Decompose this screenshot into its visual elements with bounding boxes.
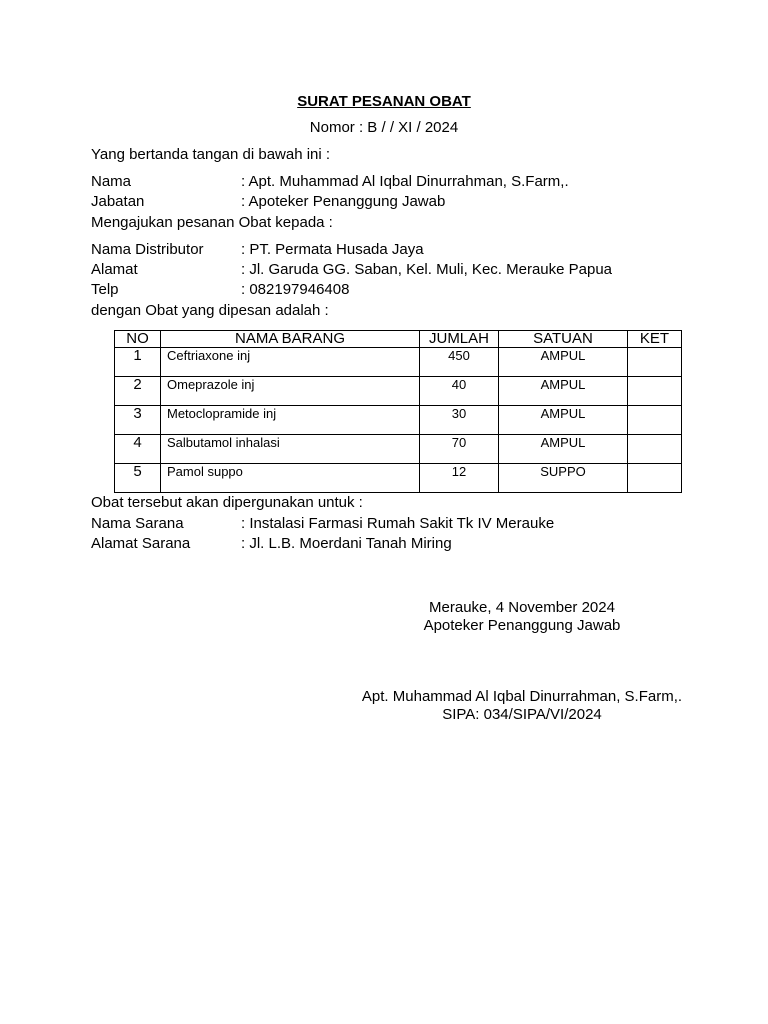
- cell-nama-barang: Omeprazole inj: [161, 377, 420, 406]
- penggunaan-intro: Obat tersebut akan dipergunakan untuk :: [91, 494, 363, 511]
- distributor-phone-label: Telp: [91, 281, 119, 298]
- sarana-name-label: Nama Sarana: [91, 515, 184, 532]
- cell-no: 3: [115, 406, 161, 435]
- order-table: [114, 330, 682, 493]
- cell-jumlah: 30: [420, 406, 499, 435]
- cell-nama-barang: Ceftriaxone inj: [161, 348, 420, 377]
- header-jumlah: JUMLAH: [420, 331, 499, 348]
- cell-satuan: AMPUL: [499, 406, 628, 435]
- mengajukan-text: Mengajukan pesanan Obat kepada :: [91, 214, 333, 231]
- header-nama-barang: NAMA BARANG: [161, 331, 420, 348]
- header-no: NO: [115, 331, 161, 348]
- cell-ket: [628, 464, 682, 493]
- cell-ket: [628, 435, 682, 464]
- cell-no: 5: [115, 464, 161, 493]
- table-row: [115, 348, 682, 377]
- cell-jumlah: 70: [420, 435, 499, 464]
- jabatan-label: Jabatan: [91, 193, 145, 210]
- jabatan-value: : Apoteker Penanggung Jawab: [241, 193, 446, 210]
- cell-nama-barang: Pamol suppo: [161, 464, 420, 493]
- sarana-address-label: Alamat Sarana: [91, 535, 191, 552]
- table-row: [115, 464, 682, 493]
- nama-label: Nama: [91, 173, 132, 190]
- distributor-name-value: : PT. Permata Husada Jaya: [241, 241, 424, 258]
- signature-sipa: SIPA: 034/SIPA/VI/2024: [442, 706, 602, 723]
- cell-nama-barang: Salbutamol inhalasi: [161, 435, 420, 464]
- distributor-address-label: Alamat: [91, 261, 138, 278]
- cell-satuan: AMPUL: [499, 377, 628, 406]
- sarana-name-value: : Instalasi Farmasi Rumah Sakit Tk IV Merauke: [241, 515, 555, 532]
- cell-ket: [628, 348, 682, 377]
- distributor-name-label: Nama Distributor: [91, 241, 204, 258]
- cell-satuan: AMPUL: [499, 435, 628, 464]
- distributor-address-value: : Jl. Garuda GG. Saban, Kel. Muli, Kec. Merauke Papua: [241, 261, 613, 278]
- cell-no: 1: [115, 348, 161, 377]
- cell-no: 4: [115, 435, 161, 464]
- header-ket: KET: [628, 331, 682, 348]
- cell-satuan: AMPUL: [499, 348, 628, 377]
- distributor-phone-value: : 082197946408: [241, 281, 350, 298]
- table-row: [115, 435, 682, 464]
- signature-name: Apt. Muhammad Al Iqbal Dinurrahman, S.Farm,.: [361, 688, 683, 705]
- dipesan-text: dengan Obat yang dipesan adalah :: [91, 302, 329, 319]
- cell-satuan: SUPPO: [499, 464, 628, 493]
- cell-nama-barang: Metoclopramide inj: [161, 406, 420, 435]
- sarana-address-value: : Jl. L.B. Moerdani Tanah Miring: [241, 535, 452, 552]
- nama-value: : Apt. Muhammad Al Iqbal Dinurrahman, S.Farm,.: [241, 173, 569, 190]
- cell-ket: [628, 377, 682, 406]
- cell-no: 2: [115, 377, 161, 406]
- table-row: [115, 377, 682, 406]
- cell-ket: [628, 406, 682, 435]
- signature-role: Apoteker Penanggung Jawab: [423, 617, 621, 634]
- cell-jumlah: 450: [420, 348, 499, 377]
- document-title: SURAT PESANAN OBAT: [297, 93, 471, 110]
- document-number: Nomor : B / / XI / 2024: [309, 119, 459, 136]
- cell-jumlah: 40: [420, 377, 499, 406]
- cell-jumlah: 12: [420, 464, 499, 493]
- signature-place-date: Merauke, 4 November 2024: [429, 599, 615, 616]
- intro-text: Yang bertanda tangan di bawah ini :: [91, 146, 331, 163]
- table-row: [115, 406, 682, 435]
- header-satuan: SATUAN: [499, 331, 628, 348]
- table-header-row: [115, 331, 682, 348]
